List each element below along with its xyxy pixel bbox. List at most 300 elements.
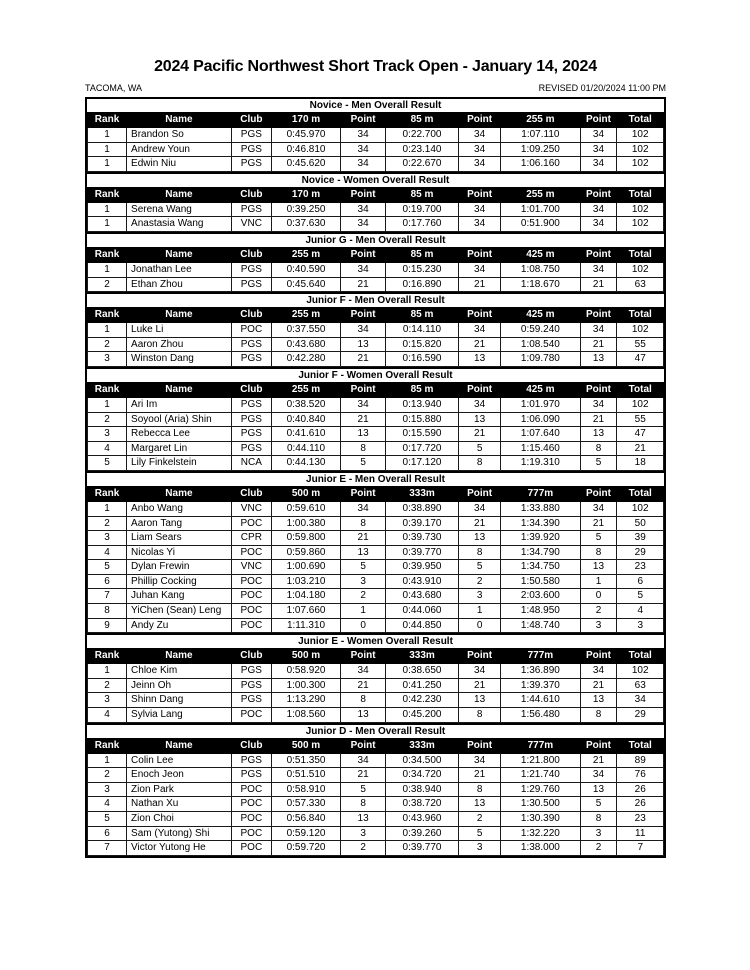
cell-name: Victor Yutong He — [127, 841, 232, 856]
cell-rank: 1 — [88, 202, 127, 217]
column-header-row — [88, 308, 664, 323]
column-header-club: Club — [231, 308, 271, 323]
cell-club: POC — [231, 782, 271, 797]
column-header-time1: 255 m — [271, 247, 340, 262]
cell-point2: 21 — [459, 277, 501, 292]
cell-time1: 0:43.680 — [271, 337, 340, 352]
cell-point3: 21 — [580, 277, 617, 292]
column-header-point2: Point — [459, 247, 501, 262]
column-header-total: Total — [617, 247, 664, 262]
cell-time2: 0:39.950 — [386, 560, 459, 575]
cell-total: 3 — [617, 618, 664, 633]
cell-time1: 0:42.280 — [271, 352, 340, 367]
result-table — [87, 187, 664, 232]
column-header-point2: Point — [459, 738, 501, 753]
cell-point3: 8 — [580, 708, 617, 723]
cell-point3: 34 — [580, 397, 617, 412]
table-row — [88, 441, 664, 456]
cell-name: Zion Park — [127, 782, 232, 797]
cell-time3: 1:08.750 — [501, 262, 580, 277]
results-tables — [85, 97, 666, 858]
cell-time1: 0:59.860 — [271, 545, 340, 560]
cell-point2: 13 — [459, 412, 501, 427]
cell-time2: 0:17.760 — [386, 217, 459, 232]
cell-point3: 8 — [580, 812, 617, 827]
cell-name: Ethan Zhou — [127, 277, 232, 292]
cell-total: 102 — [617, 501, 664, 516]
section-title: Junior D - Men Overall Result — [305, 725, 446, 737]
cell-time2: 0:38.890 — [386, 501, 459, 516]
cell-name: Dylan Frewin — [127, 560, 232, 575]
cell-time1: 1:13.290 — [271, 693, 340, 708]
column-header-total: Total — [617, 649, 664, 664]
column-header-row — [88, 187, 664, 202]
cell-rank: 6 — [88, 574, 127, 589]
cell-point3: 34 — [580, 157, 617, 172]
cell-total: 102 — [617, 157, 664, 172]
cell-time3: 1:30.500 — [501, 797, 580, 812]
column-header-name: Name — [127, 187, 232, 202]
cell-name: Enoch Jeon — [127, 768, 232, 783]
cell-time3: 1:15.460 — [501, 441, 580, 456]
cell-time3: 1:36.890 — [501, 664, 580, 679]
table-row — [88, 142, 664, 157]
result-section — [87, 99, 664, 172]
cell-rank: 1 — [88, 128, 127, 143]
cell-time2: 0:44.850 — [386, 618, 459, 633]
column-header-time2: 85 m — [386, 382, 459, 397]
cell-point2: 5 — [459, 560, 501, 575]
cell-point1: 8 — [341, 797, 386, 812]
cell-time3: 1:56.480 — [501, 708, 580, 723]
table-row — [88, 323, 664, 338]
cell-time3: 1:34.790 — [501, 545, 580, 560]
table-row — [88, 501, 664, 516]
cell-total: 29 — [617, 708, 664, 723]
cell-rank: 9 — [88, 618, 127, 633]
cell-total: 4 — [617, 604, 664, 619]
cell-total: 63 — [617, 678, 664, 693]
table-row — [88, 678, 664, 693]
table-row — [88, 560, 664, 575]
cell-total: 29 — [617, 545, 664, 560]
cell-time3: 1:39.920 — [501, 531, 580, 546]
cell-rank: 7 — [88, 589, 127, 604]
section-title: Novice - Women Overall Result — [301, 174, 450, 186]
cell-time3: 1:50.580 — [501, 574, 580, 589]
cell-rank: 1 — [88, 323, 127, 338]
table-row — [88, 277, 664, 292]
column-header-point3: Point — [580, 649, 617, 664]
cell-time2: 0:17.120 — [386, 456, 459, 471]
cell-name: Anastasia Wang — [127, 217, 232, 232]
cell-point2: 13 — [459, 797, 501, 812]
cell-point3: 13 — [580, 427, 617, 442]
table-row — [88, 589, 664, 604]
cell-name: Anbo Wang — [127, 501, 232, 516]
cell-point3: 3 — [580, 826, 617, 841]
cell-time1: 0:46.810 — [271, 142, 340, 157]
cell-point1: 5 — [341, 456, 386, 471]
cell-point3: 34 — [580, 202, 617, 217]
cell-total: 55 — [617, 412, 664, 427]
cell-time1: 0:59.720 — [271, 841, 340, 856]
cell-name: Nicolas Yi — [127, 545, 232, 560]
cell-point1: 13 — [341, 337, 386, 352]
cell-rank: 1 — [88, 262, 127, 277]
cell-total: 102 — [617, 128, 664, 143]
column-header-name: Name — [127, 486, 232, 501]
cell-rank: 2 — [88, 678, 127, 693]
cell-point1: 21 — [341, 412, 386, 427]
cell-time1: 0:59.800 — [271, 531, 340, 546]
table-row — [88, 202, 664, 217]
cell-name: Brandon So — [127, 128, 232, 143]
cell-total: 102 — [617, 202, 664, 217]
cell-time1: 0:44.130 — [271, 456, 340, 471]
result-table — [87, 382, 664, 471]
column-header-point2: Point — [459, 308, 501, 323]
cell-club: POC — [231, 323, 271, 338]
cell-time2: 0:14.110 — [386, 323, 459, 338]
result-section — [87, 471, 664, 633]
column-header-rank: Rank — [88, 187, 127, 202]
cell-point1: 34 — [341, 753, 386, 768]
result-table — [87, 112, 664, 172]
cell-time2: 0:45.200 — [386, 708, 459, 723]
cell-club: CPR — [231, 531, 271, 546]
cell-time2: 0:43.680 — [386, 589, 459, 604]
cell-time2: 0:39.170 — [386, 516, 459, 531]
table-row — [88, 604, 664, 619]
cell-point3: 5 — [580, 456, 617, 471]
cell-time3: 1:06.160 — [501, 157, 580, 172]
cell-name: Liam Sears — [127, 531, 232, 546]
column-header-point3: Point — [580, 113, 617, 128]
cell-point2: 34 — [459, 501, 501, 516]
column-header-point2: Point — [459, 486, 501, 501]
cell-rank: 2 — [88, 412, 127, 427]
cell-rank: 3 — [88, 531, 127, 546]
cell-point1: 13 — [341, 708, 386, 723]
table-row — [88, 337, 664, 352]
cell-total: 26 — [617, 782, 664, 797]
column-header-point2: Point — [459, 187, 501, 202]
cell-name: Jonathan Lee — [127, 262, 232, 277]
cell-time1: 0:39.250 — [271, 202, 340, 217]
cell-point1: 3 — [341, 574, 386, 589]
cell-club: VNC — [231, 560, 271, 575]
cell-point2: 34 — [459, 397, 501, 412]
cell-time1: 0:51.510 — [271, 768, 340, 783]
cell-point2: 8 — [459, 782, 501, 797]
table-row — [88, 841, 664, 856]
cell-club: PGS — [231, 441, 271, 456]
cell-point3: 34 — [580, 323, 617, 338]
cell-point3: 5 — [580, 531, 617, 546]
cell-rank: 1 — [88, 217, 127, 232]
column-header-rank: Rank — [88, 649, 127, 664]
cell-point1: 1 — [341, 604, 386, 619]
cell-time2: 0:38.720 — [386, 797, 459, 812]
cell-name: Chloe Kim — [127, 664, 232, 679]
cell-rank: 5 — [88, 812, 127, 827]
cell-time1: 1:00.300 — [271, 678, 340, 693]
cell-club: VNC — [231, 217, 271, 232]
cell-time2: 0:39.770 — [386, 841, 459, 856]
cell-time2: 0:34.720 — [386, 768, 459, 783]
cell-time1: 0:57.330 — [271, 797, 340, 812]
column-header-time2: 85 m — [386, 187, 459, 202]
section-title: Junior F - Women Overall Result — [298, 369, 453, 381]
section-title: Junior E - Men Overall Result — [306, 473, 445, 485]
column-header-point3: Point — [580, 486, 617, 501]
cell-point3: 21 — [580, 678, 617, 693]
cell-time3: 1:09.250 — [501, 142, 580, 157]
table-row — [88, 128, 664, 143]
cell-time3: 1:48.740 — [501, 618, 580, 633]
column-header-point2: Point — [459, 649, 501, 664]
result-table — [87, 486, 664, 633]
cell-point2: 5 — [459, 441, 501, 456]
cell-club: PGS — [231, 202, 271, 217]
cell-name: Serena Wang — [127, 202, 232, 217]
result-section — [87, 367, 664, 471]
cell-total: 26 — [617, 797, 664, 812]
cell-time1: 0:40.840 — [271, 412, 340, 427]
cell-total: 76 — [617, 768, 664, 783]
cell-point1: 34 — [341, 664, 386, 679]
cell-total: 102 — [617, 217, 664, 232]
cell-club: PGS — [231, 277, 271, 292]
column-header-club: Club — [231, 187, 271, 202]
column-header-name: Name — [127, 113, 232, 128]
column-header-time3: 255 m — [501, 187, 580, 202]
column-header-time1: 170 m — [271, 187, 340, 202]
cell-time1: 0:59.120 — [271, 826, 340, 841]
cell-rank: 4 — [88, 545, 127, 560]
cell-time1: 0:44.110 — [271, 441, 340, 456]
cell-rank: 6 — [88, 826, 127, 841]
cell-point2: 34 — [459, 664, 501, 679]
cell-point3: 34 — [580, 217, 617, 232]
cell-time2: 0:42.230 — [386, 693, 459, 708]
cell-club: NCA — [231, 456, 271, 471]
cell-point1: 8 — [341, 693, 386, 708]
column-header-point2: Point — [459, 113, 501, 128]
column-header-total: Total — [617, 113, 664, 128]
table-row — [88, 574, 664, 589]
cell-point3: 8 — [580, 545, 617, 560]
cell-point3: 21 — [580, 337, 617, 352]
cell-time3: 1:21.740 — [501, 768, 580, 783]
cell-rank: 1 — [88, 397, 127, 412]
cell-rank: 8 — [88, 604, 127, 619]
cell-time2: 0:38.940 — [386, 782, 459, 797]
cell-point1: 21 — [341, 277, 386, 292]
cell-club: POC — [231, 589, 271, 604]
cell-point3: 21 — [580, 753, 617, 768]
cell-total: 63 — [617, 277, 664, 292]
cell-point1: 13 — [341, 427, 386, 442]
column-header-time3: 777m — [501, 738, 580, 753]
cell-total: 39 — [617, 531, 664, 546]
table-row — [88, 427, 664, 442]
cell-point1: 34 — [341, 202, 386, 217]
cell-point3: 21 — [580, 516, 617, 531]
table-row — [88, 693, 664, 708]
cell-time1: 1:00.380 — [271, 516, 340, 531]
result-section — [87, 232, 664, 292]
cell-time1: 0:37.630 — [271, 217, 340, 232]
cell-point1: 3 — [341, 826, 386, 841]
cell-time2: 0:43.960 — [386, 812, 459, 827]
cell-total: 47 — [617, 427, 664, 442]
table-row — [88, 664, 664, 679]
column-header-rank: Rank — [88, 486, 127, 501]
cell-club: POC — [231, 618, 271, 633]
cell-point2: 34 — [459, 323, 501, 338]
result-table — [87, 307, 664, 367]
column-header-club: Club — [231, 486, 271, 501]
column-header-time2: 333m — [386, 486, 459, 501]
cell-rank: 1 — [88, 501, 127, 516]
cell-rank: 2 — [88, 768, 127, 783]
column-header-total: Total — [617, 738, 664, 753]
column-header-point3: Point — [580, 308, 617, 323]
cell-point1: 21 — [341, 678, 386, 693]
cell-time1: 0:45.620 — [271, 157, 340, 172]
cell-club: POC — [231, 516, 271, 531]
cell-time3: 1:34.390 — [501, 516, 580, 531]
cell-club: POC — [231, 826, 271, 841]
column-header-point1: Point — [341, 382, 386, 397]
column-header-point1: Point — [341, 486, 386, 501]
cell-club: PGS — [231, 693, 271, 708]
cell-club: POC — [231, 545, 271, 560]
column-header-total: Total — [617, 308, 664, 323]
cell-club: PGS — [231, 664, 271, 679]
column-header-name: Name — [127, 738, 232, 753]
section-title: Junior F - Men Overall Result — [306, 295, 445, 307]
result-table — [87, 247, 664, 292]
cell-club: POC — [231, 574, 271, 589]
column-header-time3: 425 m — [501, 308, 580, 323]
table-row — [88, 262, 664, 277]
cell-time3: 0:59.240 — [501, 323, 580, 338]
cell-time1: 1:08.560 — [271, 708, 340, 723]
cell-point3: 13 — [580, 782, 617, 797]
column-header-time2: 333m — [386, 649, 459, 664]
cell-name: Ari Im — [127, 397, 232, 412]
cell-point2: 0 — [459, 618, 501, 633]
cell-time3: 1:07.640 — [501, 427, 580, 442]
column-header-point1: Point — [341, 738, 386, 753]
cell-rank: 5 — [88, 560, 127, 575]
cell-time3: 1:21.800 — [501, 753, 580, 768]
cell-time2: 0:34.500 — [386, 753, 459, 768]
cell-point2: 1 — [459, 604, 501, 619]
table-row — [88, 782, 664, 797]
cell-point2: 21 — [459, 516, 501, 531]
column-header-time2: 333m — [386, 738, 459, 753]
cell-point3: 34 — [580, 128, 617, 143]
cell-point2: 2 — [459, 812, 501, 827]
cell-point3: 5 — [580, 797, 617, 812]
cell-time2: 0:23.140 — [386, 142, 459, 157]
column-header-time2: 85 m — [386, 113, 459, 128]
cell-point3: 13 — [580, 560, 617, 575]
cell-point2: 3 — [459, 841, 501, 856]
table-row — [88, 753, 664, 768]
column-header-time3: 425 m — [501, 382, 580, 397]
cell-club: PGS — [231, 157, 271, 172]
cell-point1: 2 — [341, 841, 386, 856]
column-header-name: Name — [127, 382, 232, 397]
cell-time3: 0:51.900 — [501, 217, 580, 232]
cell-point1: 13 — [341, 812, 386, 827]
column-header-name: Name — [127, 649, 232, 664]
column-header-rank: Rank — [88, 247, 127, 262]
cell-point1: 8 — [341, 516, 386, 531]
cell-rank: 4 — [88, 708, 127, 723]
cell-time2: 0:38.650 — [386, 664, 459, 679]
column-header-rank: Rank — [88, 382, 127, 397]
cell-name: Sam (Yutong) Shi — [127, 826, 232, 841]
cell-time3: 1:01.700 — [501, 202, 580, 217]
cell-time2: 0:15.590 — [386, 427, 459, 442]
cell-point2: 3 — [459, 589, 501, 604]
cell-point2: 21 — [459, 337, 501, 352]
cell-time3: 1:48.950 — [501, 604, 580, 619]
cell-point2: 34 — [459, 128, 501, 143]
cell-point1: 34 — [341, 397, 386, 412]
column-header-row — [88, 486, 664, 501]
cell-time2: 0:17.720 — [386, 441, 459, 456]
cell-point1: 8 — [341, 441, 386, 456]
cell-time1: 0:40.590 — [271, 262, 340, 277]
document-title: 2024 Pacific Northwest Short Track Open - January 14, 2024 — [154, 58, 597, 75]
cell-time2: 0:43.910 — [386, 574, 459, 589]
cell-time3: 1:08.540 — [501, 337, 580, 352]
table-row — [88, 797, 664, 812]
column-header-club: Club — [231, 113, 271, 128]
cell-point2: 34 — [459, 753, 501, 768]
cell-rank: 1 — [88, 142, 127, 157]
document-subheader — [85, 83, 666, 93]
cell-time2: 0:22.670 — [386, 157, 459, 172]
cell-point1: 2 — [341, 589, 386, 604]
cell-name: Sylvia Lang — [127, 708, 232, 723]
cell-time3: 1:30.390 — [501, 812, 580, 827]
cell-point3: 2 — [580, 841, 617, 856]
cell-rank: 2 — [88, 516, 127, 531]
cell-rank: 3 — [88, 427, 127, 442]
cell-point3: 1 — [580, 574, 617, 589]
cell-rank: 2 — [88, 277, 127, 292]
cell-club: PGS — [231, 427, 271, 442]
cell-time2: 0:41.250 — [386, 678, 459, 693]
cell-point2: 13 — [459, 352, 501, 367]
cell-club: POC — [231, 797, 271, 812]
column-header-point3: Point — [580, 187, 617, 202]
cell-point3: 3 — [580, 618, 617, 633]
column-header-total: Total — [617, 486, 664, 501]
cell-club: VNC — [231, 501, 271, 516]
cell-club: PGS — [231, 678, 271, 693]
cell-time3: 1:06.090 — [501, 412, 580, 427]
column-header-point1: Point — [341, 649, 386, 664]
